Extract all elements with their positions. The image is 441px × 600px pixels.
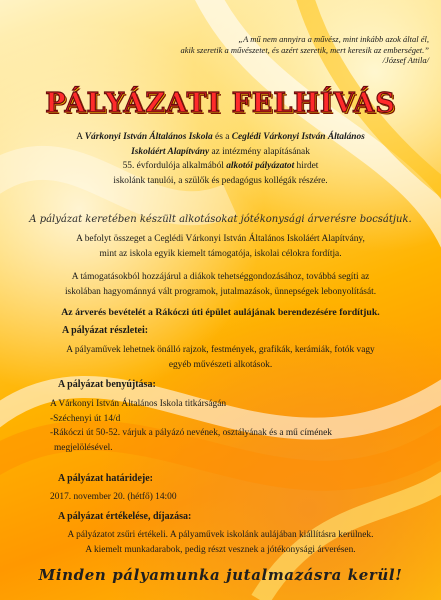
footer-slogan: Minden pályamunka jutalmazásra kerül! (38, 566, 403, 584)
quote-line-1: „A mű nem annyira a művész, mint inkább azok által él, (238, 34, 429, 44)
paragraph-1 (0, 232, 441, 261)
paragraph-1-line-1: A befolyt összeget a Ceglédi Várkonyi István Általános Iskoláért Alapítvány, (76, 234, 365, 244)
deadline-heading (58, 472, 441, 487)
school-name: Várkonyi István Általános Iskola (84, 132, 213, 142)
submission-body (50, 397, 431, 455)
intro-text: és a (212, 132, 232, 142)
paragraph-1-line-2: mint az iskola egyik kiemelt támogatója, iskolai célokra fordítja. (99, 248, 342, 259)
submission-line-4: megjelölésével. (54, 442, 113, 453)
auction-line: A pályázat keretében készült alkotásokat jótékonysági árverésre bocsátjuk. (29, 214, 412, 225)
intro-text: az intézmény alapításának (209, 146, 310, 157)
evaluation-line-1: A pályázatot zsűri értékeli. A pályaművek iskolánk aulájában kiállításra kerülnek. (67, 530, 374, 540)
submission-heading (58, 378, 441, 393)
deadline-value: 2017. november 20. (hétfő) 14:00 (50, 492, 177, 502)
evaluation-line-2: A kiemelt munkadarabok, pedig részt vesznek a jótékonysági árverésen. (85, 544, 356, 555)
quote-line-2: akik szeretik a művészetet, és azért szeretik, mert keresik az emberséget.” (180, 44, 429, 55)
intro-paragraph (0, 130, 441, 188)
submission-line-2: -Széchenyi út 14/d (50, 413, 121, 424)
deadline-heading-text: A pályázat határideje: (58, 473, 153, 484)
details-heading-text: A pályázat részletei: (62, 325, 149, 336)
paragraph-2-line-1: A támogatásokból hozzájárul a diákok tehetséggondozásához, továbbá segíti az (71, 272, 370, 282)
contest-name: alkotói pályázatot (226, 161, 295, 171)
quote-block (99, 34, 429, 66)
intro-line-2 (0, 145, 441, 160)
evaluation-heading-text: A pályázat értékelése, díjazása: (58, 511, 192, 522)
intro-line-4: iskolánk tanulói, a szülők és pedagógus kollégák részére. (113, 175, 328, 186)
submission-line-1: A Várkonyi István Általános Iskola titkárságán (50, 399, 227, 409)
details-heading (62, 324, 431, 339)
submission-heading-text: A pályázat benyújtása: (58, 379, 156, 390)
details-line-2: egyéb művészeti alkotások. (168, 359, 273, 370)
intro-text: A (76, 132, 85, 142)
paragraph-2-line-2: iskolában hagyománnyá vált programok, jutalmazások, ünnepségek lebonyolítását. (64, 286, 377, 297)
intro-line-3 (0, 159, 441, 174)
paragraph-2 (0, 270, 441, 299)
emphasis-line: Az árverés bevételét a Rákóczi úti épület aulájának berendezésére fordítjuk. (61, 307, 380, 318)
quote-author: /József Attila/ (382, 55, 429, 65)
evaluation-heading (58, 510, 441, 525)
foundation-name: Iskoláért Alapítvány (131, 146, 210, 157)
intro-line-1 (0, 130, 441, 145)
page-title: PÁLYÁZATI FELHÍVÁS (45, 88, 396, 119)
foundation-name: Ceglédi Várkonyi István Általános (231, 132, 365, 142)
evaluation-body (0, 528, 441, 557)
intro-text: 55. évfordulója alkalmából (122, 161, 227, 171)
intro-text: hirdet (294, 161, 319, 171)
submission-line-3: -Rákóczi út 50-52. várjuk a pályázó nevének, osztályának és a mű címének (50, 428, 332, 438)
details-line-1: A pályaművek lehetnek önálló rajzok, festmények, grafikák, kerámiák, fotók vagy (66, 345, 375, 355)
details-body (0, 343, 441, 372)
